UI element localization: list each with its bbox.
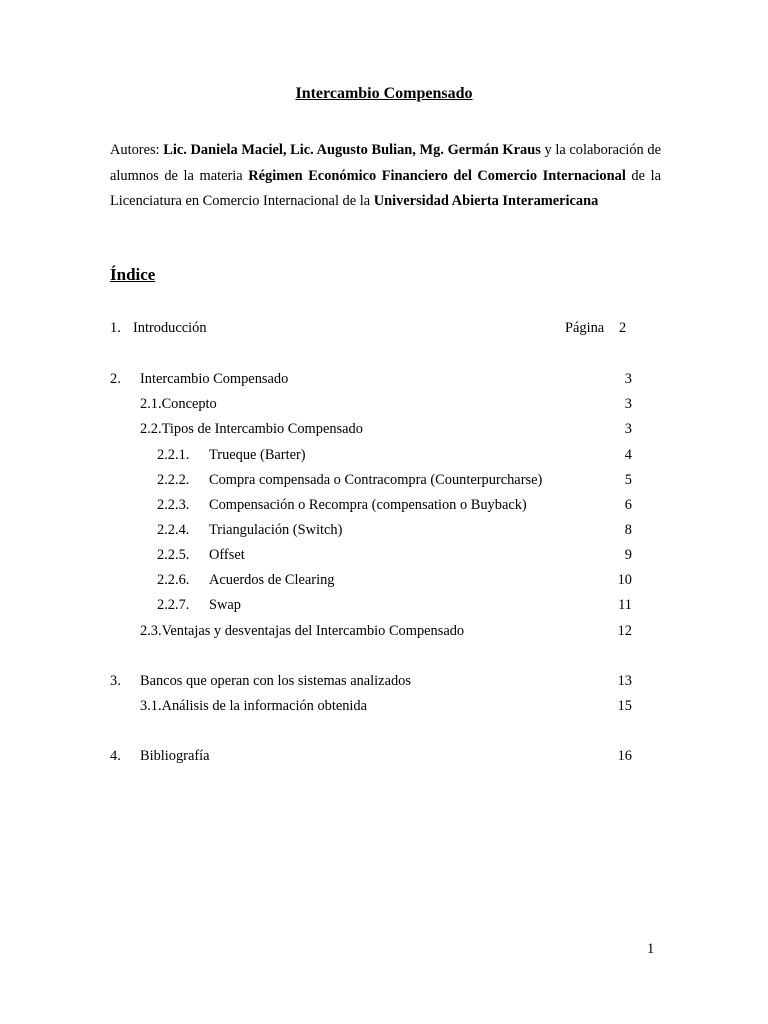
document-title: Intercambio Compensado — [295, 85, 473, 102]
toc-number: 2.2.1. — [157, 447, 190, 463]
toc-page: 2 — [619, 320, 627, 336]
toc-page: 8 — [624, 522, 632, 538]
toc-page: 3 — [624, 371, 632, 387]
toc-number: 2.2.2. — [157, 472, 190, 488]
authors-text-3: de la Licenciatura en Comercio Internacional de la — [110, 167, 661, 210]
toc-entry-swap: Swap — [209, 597, 241, 613]
toc-page: 3 — [624, 396, 632, 412]
toc-page: 11 — [618, 597, 632, 613]
authors-label: Autores: — [110, 142, 164, 158]
toc-entry-clearing: Acuerdos de Clearing — [209, 572, 335, 588]
toc-entry-trueque: Trueque (Barter) — [209, 447, 306, 463]
toc-entry-bancos: Bancos que operan con los sistemas analizados — [140, 673, 411, 689]
toc-page: 3 — [624, 421, 632, 437]
authors-text-2: y la colaboración de alumnos de la materia — [110, 142, 661, 184]
toc-page: 16 — [617, 748, 632, 764]
authors-paragraph — [110, 138, 661, 215]
university-name: Universidad Abierta Interamericana — [373, 193, 599, 210]
toc-entry-compra-compensada: Compra compensada o Contracompra (Counterpurcharse) — [209, 472, 543, 488]
toc-entry-intercambio: Intercambio Compensado — [140, 371, 289, 387]
toc-entry-bibliografia: Bibliografía — [140, 748, 210, 764]
toc-page: 6 — [624, 497, 632, 513]
toc-number: 2.2.6. — [157, 572, 190, 588]
toc-page: 10 — [617, 572, 632, 588]
toc-entry-concepto: 2.1.Concepto — [140, 396, 217, 412]
toc-number: 4. — [110, 748, 121, 764]
page-number: 1 — [647, 941, 655, 957]
toc-entry-triangulacion: Triangulación (Switch) — [209, 522, 343, 538]
toc-page-label: Página — [565, 320, 605, 336]
toc-page: 13 — [617, 673, 632, 689]
toc-entry-tipos: 2.2.Tipos de Intercambio Compensado — [140, 421, 363, 437]
toc-page: 5 — [624, 472, 632, 488]
course-name: Régimen Económico Financiero del Comercio Internacional — [248, 167, 626, 184]
authors-names: Lic. Daniela Maciel, Lic. Augusto Bulian, Mg. Germán Kraus — [163, 142, 541, 158]
toc-number: 2.2.7. — [157, 597, 190, 613]
toc-page: 12 — [617, 623, 632, 639]
toc-number: 1. — [110, 320, 121, 336]
index-heading: Índice — [110, 265, 156, 284]
toc-number: 2.2.3. — [157, 497, 190, 513]
toc-entry-offset: Offset — [209, 547, 245, 563]
toc-page: 9 — [624, 547, 632, 563]
toc-page: 15 — [617, 698, 632, 714]
toc-number: 3. — [110, 673, 121, 689]
toc-number: 2.2.5. — [157, 547, 190, 563]
toc-page: 4 — [624, 447, 632, 463]
toc-number: 2.2.4. — [157, 522, 190, 538]
toc-entry-compensacion: Compensación o Recompra (compensation o Buyback) — [209, 497, 527, 513]
toc-number: 2. — [110, 371, 121, 387]
toc-entry-ventajas: 2.3.Ventajas y desventajas del Intercambio Compensado — [140, 623, 465, 639]
toc-entry-introduccion: Introducción — [133, 320, 207, 336]
toc-entry-analisis: 3.1.Análisis de la información obtenida — [140, 698, 367, 714]
